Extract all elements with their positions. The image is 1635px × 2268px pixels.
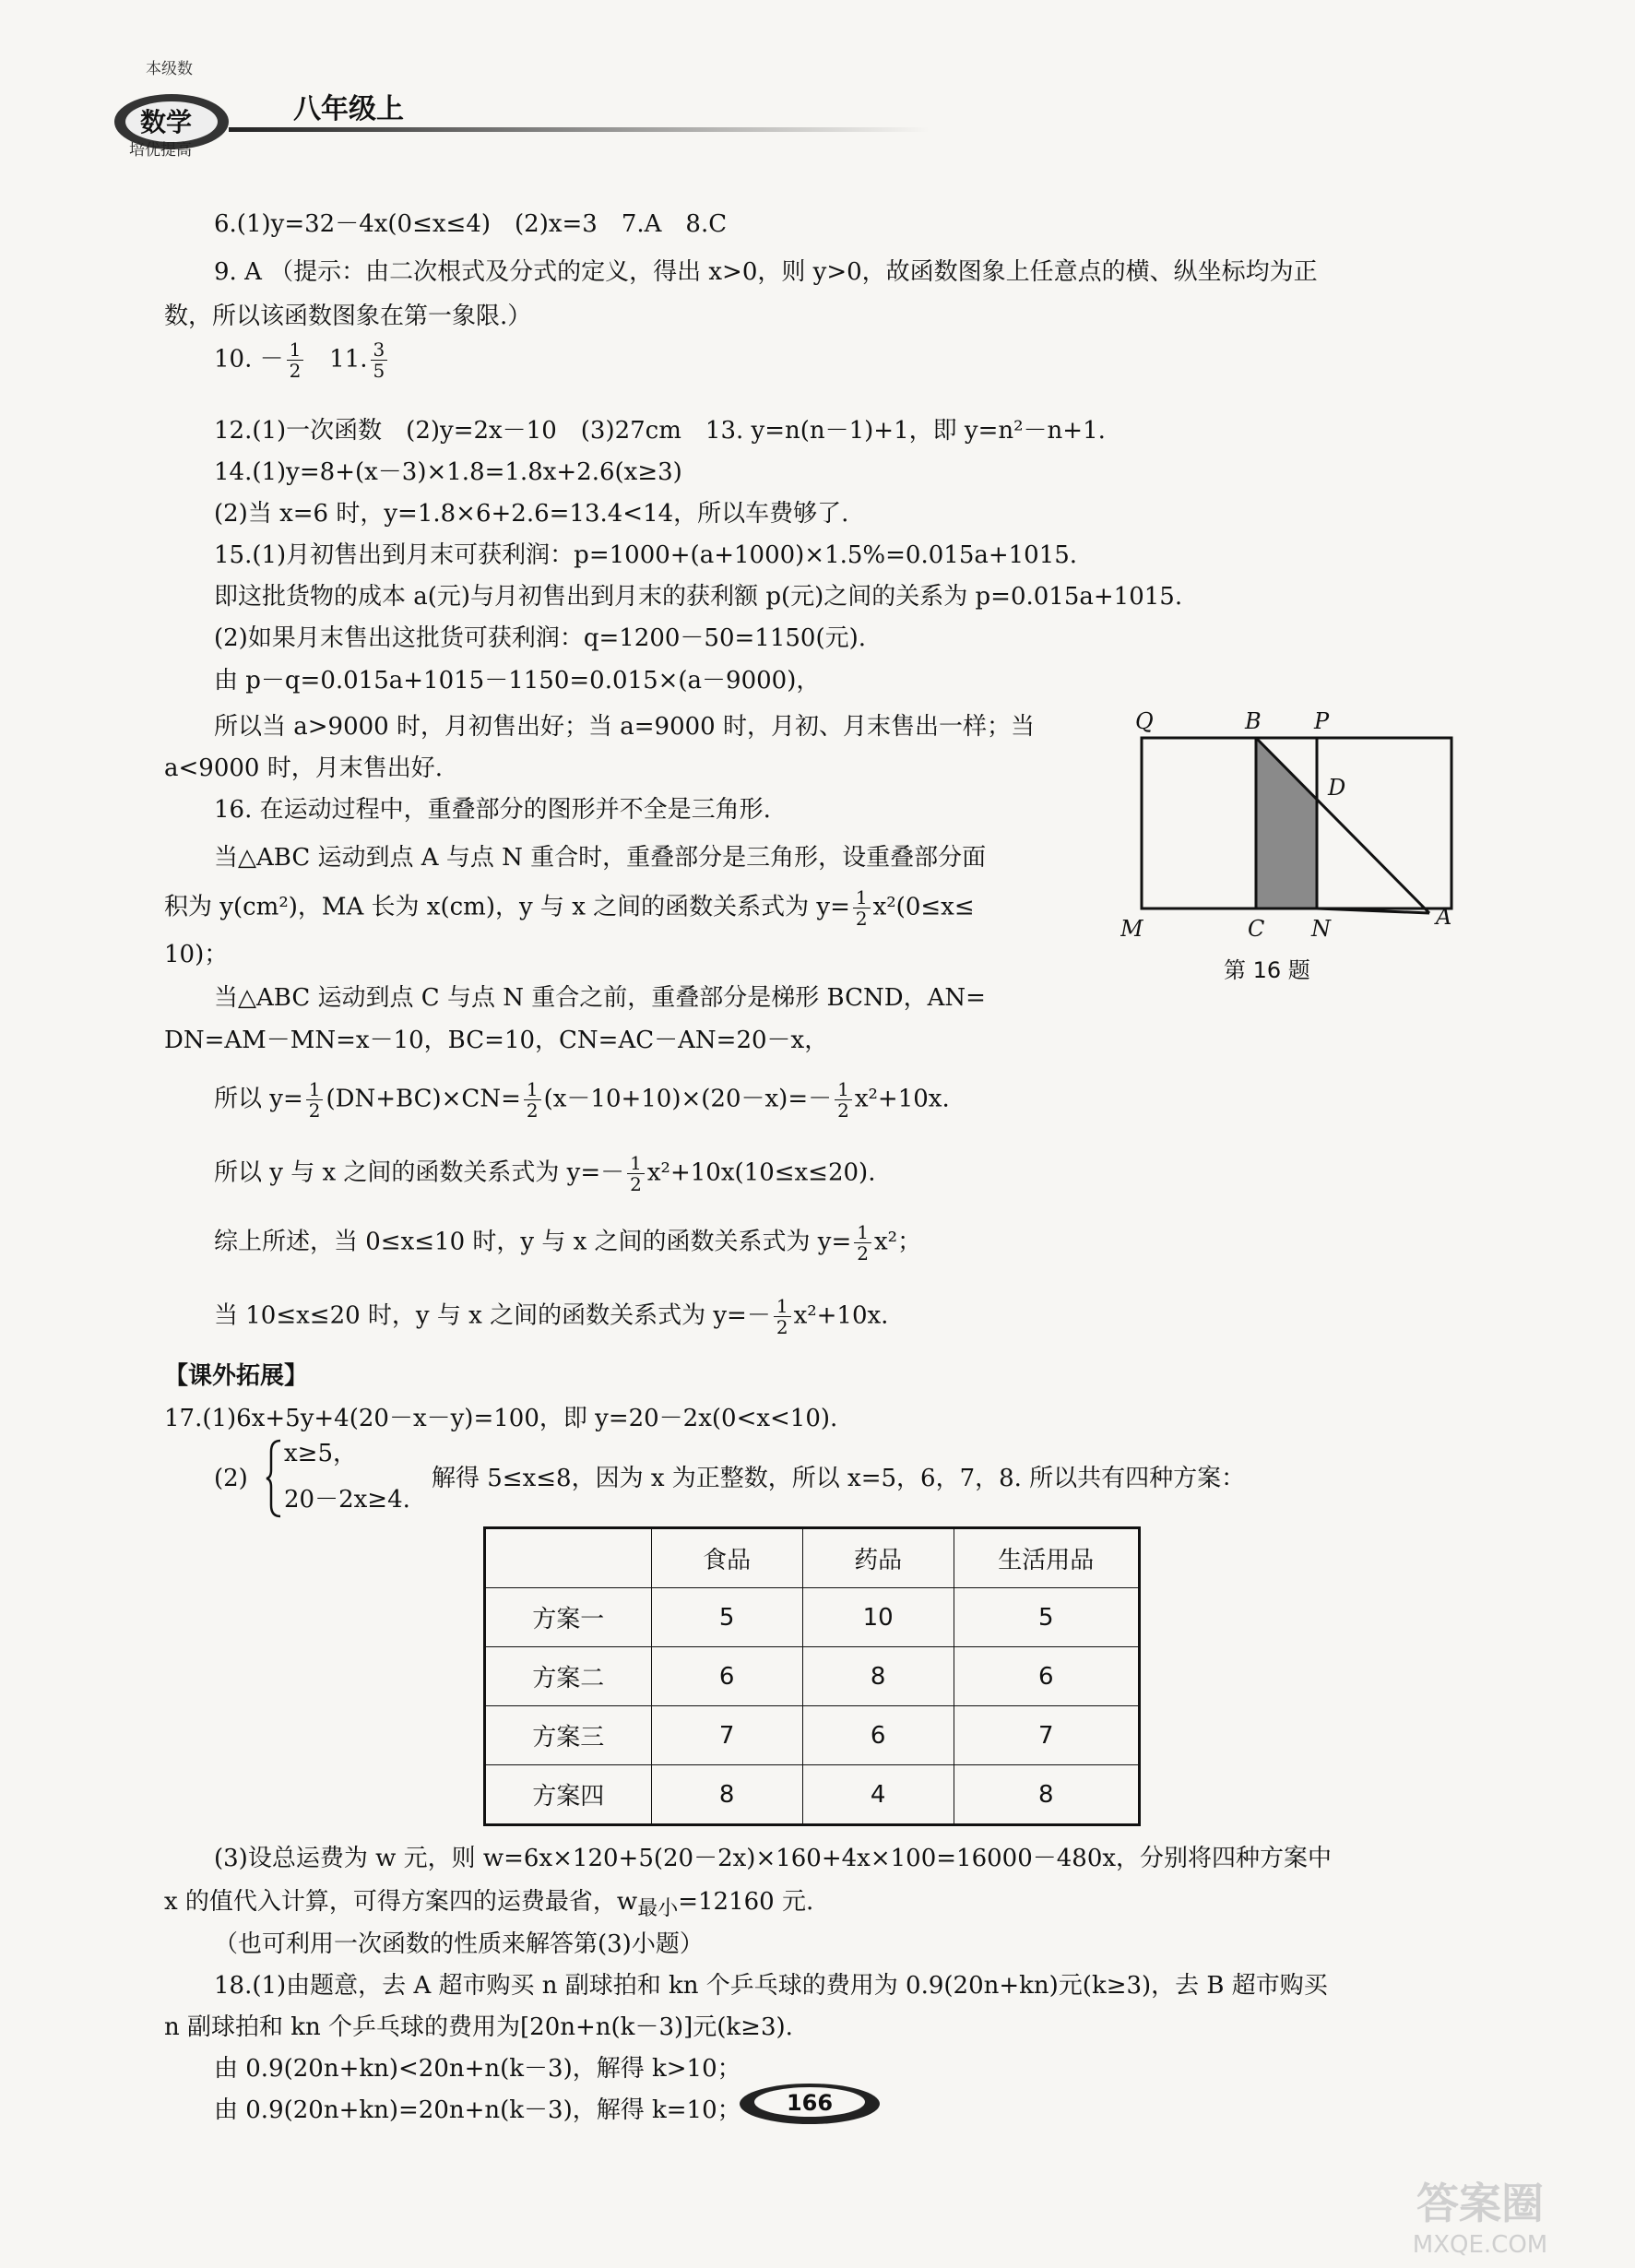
answer-15-line4: 由 p－q=0.015a+1015－1150=0.015×(a－9000)， <box>214 667 821 695</box>
fraction: $\frac{1}{2}$ <box>627 1153 645 1194</box>
table-header-cell <box>485 1528 652 1588</box>
answer-15-line2: 即这批货物的成本 a(元)与月初售出到月末的获利额 p(元)之间的关系为 p=0.015a+1015. <box>214 583 1183 611</box>
label-p: P <box>1314 710 1330 734</box>
answer-9-line1: 9. A （提示：由二次根式及分式的定义，得出 x>0，则 y>0，故函数图象上任意点的横、纵坐标均为正 <box>214 258 1318 286</box>
watermark-url: MXQE.COM <box>1412 2231 1548 2259</box>
answer-16-line6: DN=AM－MN=x－10，BC=10，CN=AC－AN=20－x， <box>164 1027 829 1054</box>
figure-16-diagram <box>1120 710 1471 987</box>
page-number: 166 <box>786 2090 834 2116</box>
logo-top-text: 本级数 <box>146 60 193 78</box>
answer-6-8: 6.(1)y=32－4x(0≤x≤4) (2)x=3 7.A 8.C <box>214 210 728 238</box>
table-cell: 4 <box>802 1765 954 1825</box>
table-cell: 6 <box>954 1647 1139 1706</box>
table-cell: 7 <box>651 1706 802 1765</box>
table-row <box>485 1765 1140 1825</box>
table-cell: 7 <box>954 1706 1139 1765</box>
table-row <box>485 1706 1140 1765</box>
label-n: N <box>1311 916 1331 942</box>
fraction: $\frac{1}{2}$ <box>853 887 871 929</box>
answer-17-part1: 17.(1)6x+5y+4(20－x－y)=100，即 y=20－2x(0<x<10). <box>164 1405 838 1432</box>
label-b: B <box>1245 710 1262 734</box>
label-q: Q <box>1135 710 1154 734</box>
table-header-cell: 药品 <box>802 1528 954 1588</box>
table-header-cell: 生活用品 <box>954 1528 1139 1588</box>
answer-16-line1: 16. 在运动过程中，重叠部分的图形并不全是三角形. <box>214 796 771 824</box>
answer-10-11: 10. － $\frac{1}{2}$ 11. $\frac{3}{5}$ <box>214 339 390 381</box>
plan-table <box>483 1526 1141 1826</box>
answer-16-line5: 当△ABC 运动到点 C 与点 N 重合之前，重叠部分是梯形 BCND，AN= <box>214 984 986 1012</box>
answer-16-line8: 所以 y 与 x 之间的函数关系式为 y=－ $\frac{1}{2}$ x²+10x(10≤x≤20). <box>214 1152 876 1195</box>
section-heading: 【课外拓展】 <box>164 1362 309 1390</box>
fraction: $\frac{1}{2}$ <box>854 1222 871 1264</box>
answer-18-line2: n 副球拍和 kn 个乒乓球的费用为[20n+n(k－3)]元(k≥3). <box>164 2013 793 2041</box>
answer-18-line4: 由 0.9(20n+kn)=20n+n(k－3)，解得 k=10； <box>214 2096 741 2124</box>
table-cell: 方案二 <box>485 1647 652 1706</box>
label-d: D <box>1328 775 1346 801</box>
header-rule <box>229 127 930 132</box>
brace-icon <box>266 1439 284 1518</box>
answer-16-line4: 10)； <box>164 941 229 968</box>
answer-17-note: （也可利用一次函数的性质来解答第(3)小题） <box>214 1930 704 1958</box>
fraction: $\frac{1}{2}$ <box>774 1296 791 1337</box>
table-cell: 8 <box>802 1647 954 1706</box>
table-header-cell: 食品 <box>651 1528 802 1588</box>
answer-17-part2-text: 解得 5≤x≤8，因为 x 为正整数，所以 x=5，6，7，8. 所以共有四种方案： <box>432 1465 1246 1492</box>
answer-15-line3: (2)如果月末售出这批货可获利润：q=1200－50=1150(元). <box>214 624 867 652</box>
watermark <box>1333 2167 1628 2260</box>
watermark-main: 答案圈 <box>1416 2179 1544 2228</box>
system-eq-2: 20－2x≥4. <box>284 1486 410 1514</box>
answer-16-line3: 积为 y(cm²)，MA 长为 x(cm)，y 与 x 之间的函数关系式为 y= $\frac{1}{2}$ x²(0≤x≤ <box>164 886 975 930</box>
table-cell: 方案三 <box>485 1706 652 1765</box>
fraction: $\frac{1}{2}$ <box>835 1079 852 1121</box>
answer-16-line10: 当 10≤x≤20 时，y 与 x 之间的函数关系式为 y=－ $\frac{1}{2}$ x²+10x. <box>214 1295 889 1338</box>
table-cell: 6 <box>802 1706 954 1765</box>
fraction: $\frac{1}{2}$ <box>306 1079 324 1121</box>
table-cell: 方案一 <box>485 1588 652 1647</box>
answer-16-line2: 当△ABC 运动到点 A 与点 N 重合时，重叠部分是三角形，设重叠部分面 <box>214 844 987 872</box>
table-cell: 5 <box>651 1588 802 1647</box>
overlap-region <box>1256 738 1317 908</box>
page-number-badge <box>736 2080 883 2128</box>
label-a: A <box>1436 904 1452 930</box>
logo-main-text: 数学 <box>140 107 193 137</box>
table-row <box>485 1588 1140 1647</box>
answer-16-line9: 综上所述，当 0≤x≤10 时，y 与 x 之间的函数关系式为 y= $\frac{1}{2}$ x²； <box>214 1221 922 1265</box>
figure-caption: 第 16 题 <box>1224 957 1310 983</box>
label-c: C <box>1248 916 1265 942</box>
answer-15-line6: a<9000 时，月末售出好. <box>164 754 443 782</box>
fraction: $\frac{1}{2}$ <box>524 1079 541 1121</box>
label-m: M <box>1120 916 1143 942</box>
table-header-row <box>485 1528 1140 1588</box>
answer-17-part3-line2: x 的值代入计算，可得方案四的运费最省，$w_{最小}=12160$ 元. <box>164 1888 814 1921</box>
answer-16-line7: 所以 y= $\frac{1}{2}$ (DN+BC)×CN= $\frac{1}{2}$ (x－10+10)×(20－x)=－ $\frac{1}{2}$ x²+10x. <box>214 1078 950 1122</box>
grade-label: 八年级上 <box>293 93 404 125</box>
answer-18-line3: 由 0.9(20n+kn)<20n+n(k－3)，解得 k>10； <box>214 2055 741 2083</box>
answer-17-part3-line1: (3)设总运费为 w 元，则 w=6x×120+5(20－2x)×160+4x×100=16000－480x，分别将四种方案中 <box>214 1845 1333 1872</box>
answer-15-line1: 15.(1)月初售出到月末可获利润：p=1000+(a+1000)×1.5%=0.015a+1015. <box>214 541 1078 569</box>
answer-14-part1: 14.(1)y=8+(x－3)×1.8=1.8x+2.6(x≥3) <box>214 458 682 486</box>
answer-15-line5: 所以当 a>9000 时，月初售出好；当 a=9000 时，月初、月末售出一样；当 <box>214 713 1035 741</box>
table-cell: 8 <box>954 1765 1139 1825</box>
table-cell: 方案四 <box>485 1765 652 1825</box>
answer-18-line1: 18.(1)由题意，去 A 超市购买 n 副球拍和 kn 个乒乓球的费用为 0.9(20n+kn)元(k≥3)，去 B 超市购买 <box>214 1972 1328 2000</box>
system-eq-1: x≥5， <box>284 1440 357 1467</box>
logo-bottom-text: 培优提高 <box>129 141 192 159</box>
fraction: $\frac{1}{2}$ <box>287 339 304 381</box>
figure-16 <box>1120 710 1471 987</box>
table-cell: 10 <box>802 1588 954 1647</box>
header-graphic <box>109 57 939 159</box>
answer-12-13: 12.(1)一次函数 (2)y=2x－10 (3)27cm 13. y=n(n－1)+1，即 y=n²－n+1. <box>214 417 1106 445</box>
fraction: $\frac{3}{5}$ <box>371 339 388 381</box>
table-row <box>485 1647 1140 1706</box>
table-cell: 6 <box>651 1647 802 1706</box>
page-header <box>109 57 939 159</box>
answer-14-part2: (2)当 x=6 时，y=1.8×6+2.6=13.4<14，所以车费够了. <box>214 500 849 528</box>
answer-9-line2: 数，所以该函数图象在第一象限.） <box>164 303 532 330</box>
table-cell: 5 <box>954 1588 1139 1647</box>
table-cell: 8 <box>651 1765 802 1825</box>
answer-17-part2-label: (2) <box>214 1465 248 1492</box>
